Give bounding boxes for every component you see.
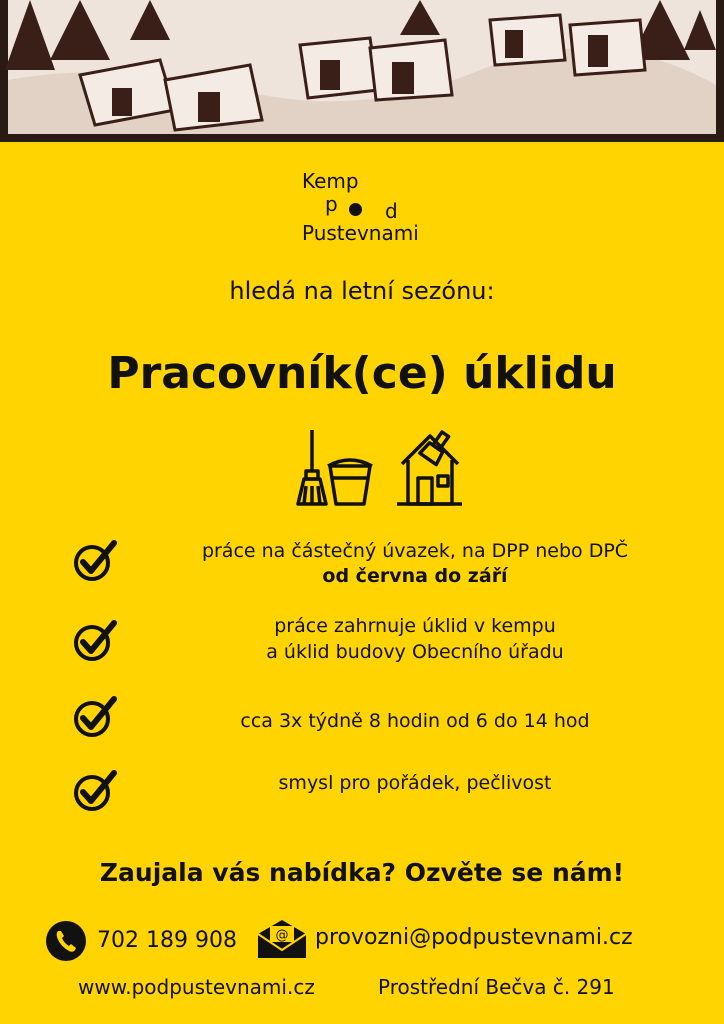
svg-text:@: @	[275, 928, 289, 943]
header-illustration	[0, 0, 724, 142]
logo	[300, 166, 460, 246]
list-item-text: a úklid budovy Obecního úřadu	[266, 641, 564, 663]
subtitle: hledá na letní sezónu:	[229, 277, 495, 305]
logo-p: p	[325, 192, 338, 216]
check-circle-icon	[70, 693, 118, 741]
phone-icon	[45, 920, 87, 962]
list-item-text: práce na částečný úvazek, na DPP nebo DPČ	[201, 540, 629, 562]
address: Prostřední Bečva č. 291	[378, 975, 615, 999]
broom-icon	[298, 430, 326, 504]
logo-dot	[349, 203, 362, 216]
list-item	[70, 767, 690, 827]
check-circle-icon	[70, 767, 118, 815]
website-link[interactable]: www.podpustevnami.cz	[78, 975, 315, 999]
phone-number[interactable]: 702 189 908	[97, 928, 237, 953]
list-item-text: práce zahrnuje úklid v kempu	[274, 615, 556, 637]
logo-d: d	[385, 199, 398, 223]
list-item-text: smysl pro pořádek, pečlivost	[278, 772, 552, 794]
cabins-illustration	[0, 0, 724, 142]
check-circle-icon	[70, 617, 118, 665]
bucket-icon	[328, 460, 372, 504]
envelope-icon	[256, 918, 308, 960]
check-circle-icon	[70, 537, 118, 585]
list-item	[70, 537, 690, 597]
logo-line1: Kemp	[302, 169, 359, 193]
list-item-text: cca 3x týdně 8 hodin od 6 do 14 hod	[240, 710, 590, 732]
list-item-text-bold: od června do září	[322, 565, 508, 587]
list-item	[70, 617, 690, 677]
call-to-action: Zaujala vás nabídka? Ozvěte se nám!	[99, 858, 625, 887]
page-title: Pracovník(ce) úklidu	[107, 348, 617, 399]
house-cleaning-icon	[397, 429, 462, 504]
cleaning-icons	[292, 426, 477, 515]
logo-line3: Pustevnami	[302, 221, 419, 245]
email-link[interactable]: provozni@podpustevnami.cz	[315, 925, 633, 950]
list-item	[70, 693, 690, 753]
